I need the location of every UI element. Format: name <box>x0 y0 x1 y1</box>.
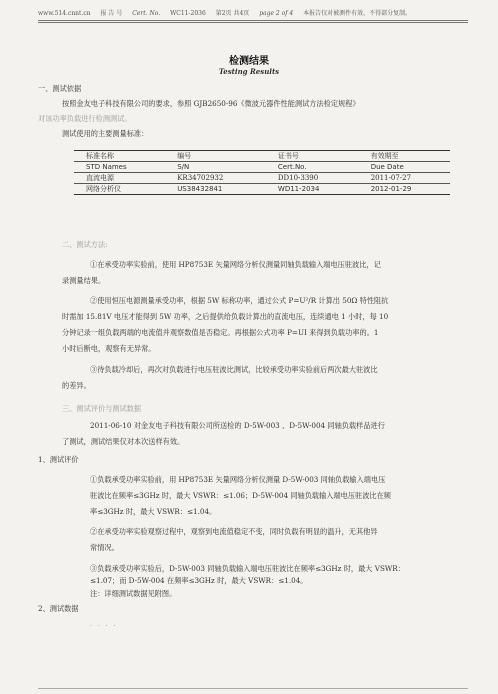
data-subheading: 2、测试数据 <box>38 604 79 613</box>
report-label: 报 告 号 <box>100 10 123 17</box>
table-header-cell: Cert.No. <box>266 162 359 173</box>
eval3-line1: ③负载承受功率实验后，D-5W-003 同轴负载输入端电压驻波比在频率≤3GHz 时，最大 VSWR： <box>90 564 405 573</box>
table-header-row-cn <box>74 151 450 162</box>
handwritten-mark: · · · · <box>90 623 118 630</box>
eval1-line3: 率≤3GHz 时，最大 VSWR：≤1.04。 <box>90 507 217 516</box>
method3-line1: ③待负载冷却后，再次对负载进行电压驻波比测试，比较承受功率实验前后两次最大驻波比 <box>90 365 378 374</box>
eval1-line1: ①负载承受功率实验前，用 HP8753E 矢量网络分析仪测量 D-5W-003 同轴负载输入端电压 <box>90 475 386 484</box>
table-cell: 2011-07-27 <box>359 173 450 184</box>
standards-table <box>74 150 450 195</box>
eval2-line1: ②在承受功率实验观察过程中，观察到电流值稳定不变，同时负载有明显的温升，无其他异 <box>90 527 378 536</box>
header-rule-thin <box>38 22 468 23</box>
eval1-line2: 驻波比在频率≤3GHz 时，最大 VSWR：≤1.06；D-5W-004 同轴负载输入端电压驻波比在频 <box>90 491 391 500</box>
table-header-cell: 证书号 <box>266 151 359 162</box>
section3-intro1: 2011-06-10 对金友电子科技有限公司所送检的 D-5W-003 、D-5W-004 同轴负载样品进行 <box>90 421 385 430</box>
cert-number: WC11-2036 <box>170 10 206 17</box>
note-line: 注：详细测试数据见附图。 <box>90 589 177 598</box>
method2-line3: 分钟记录一组负载两端的电流值并观察数值是否稳定。再根据公式功率 P=UI 来得到负载功率的。1 <box>62 328 379 337</box>
section1-heading: 一、测试依据 <box>38 84 82 93</box>
page-en: page 2 of 4 <box>259 10 294 17</box>
section3-heading: 三、测试评价与测试数据 <box>62 404 142 413</box>
section2-heading: 二、测试方法: <box>62 240 108 249</box>
method2-line1: ②使用恒压电源测量承受功率，根据 5W 标称功率，通过公式 P=U²/R 计算出 50Ω 特性阻抗 <box>90 296 389 305</box>
table-cell: 2012-01-29 <box>359 184 450 195</box>
header-note: 本报告仅对被测件有效，不得部分复制。 <box>303 10 412 17</box>
section3-intro2: 了测试，测试结果仅对本次送样有效。 <box>62 437 185 446</box>
table-cell: WD11-2034 <box>266 184 359 195</box>
section1-line1: 按照金友电子科技有限公司的要求，参照 GJB2650-96《微波元器件性能测试方法检定规程》 <box>62 99 360 108</box>
footer-rule <box>38 688 468 689</box>
page-title: 检测结果 <box>229 56 269 67</box>
eval2-line2: 常情况。 <box>90 543 119 552</box>
table-cell: 网络分析仪 <box>74 184 165 195</box>
header-rule <box>38 20 468 21</box>
table-header-cell: 有效期至 <box>359 151 450 162</box>
eval-subheading: 1、测试评价 <box>38 455 79 464</box>
table-header-cell: Due Date <box>359 162 450 173</box>
page-header <box>38 8 468 17</box>
table-cell: 直流电源 <box>74 173 165 184</box>
eval3-line2: ≤1.07；而 D-5W-004 在频率≤3GHz 时，最大 VSWR：≤1.04。 <box>90 576 308 585</box>
table-row <box>74 184 450 195</box>
site-url: www.514.cnnt.cn <box>38 10 91 17</box>
section1-line2: 对该功率负载进行检测测试。 <box>38 114 132 123</box>
page-subtitle: Testing Results <box>218 67 280 76</box>
table-header-cell: STD Names <box>74 162 165 173</box>
table-cell: DD10-3390 <box>266 173 359 184</box>
table-header-row-en <box>74 162 450 173</box>
method1-line1: ①在承受功率实验前，使用 HP8753E 矢量网络分析仪测量同轴负载输入端电压驻波比，记 <box>90 260 381 269</box>
table-header-cell: S/N <box>165 162 266 173</box>
method2-line2: 时需加 15.81V 电压才能得到 5W 功率，之后提供给负载计算出的直流电压，连续通电 1 小时，每 10 <box>62 312 389 321</box>
method2-line4: 小时后断电，观察有无异常。 <box>62 344 156 353</box>
method3-line2: 的差异。 <box>62 381 91 390</box>
section1-line3: 测试使用的主要测量标准： <box>62 129 149 138</box>
table-cell: US38432841 <box>165 184 266 195</box>
table-row <box>74 173 450 184</box>
cert-label: Cert. No. <box>132 10 161 17</box>
table-header-cell: 编号 <box>165 151 266 162</box>
table-header-cell: 标准名称 <box>74 151 165 162</box>
method1-line2: 录测量结果。 <box>62 276 106 285</box>
table-cell: KR34702932 <box>165 173 266 184</box>
page-cn: 第2页 共4页 <box>215 10 250 17</box>
